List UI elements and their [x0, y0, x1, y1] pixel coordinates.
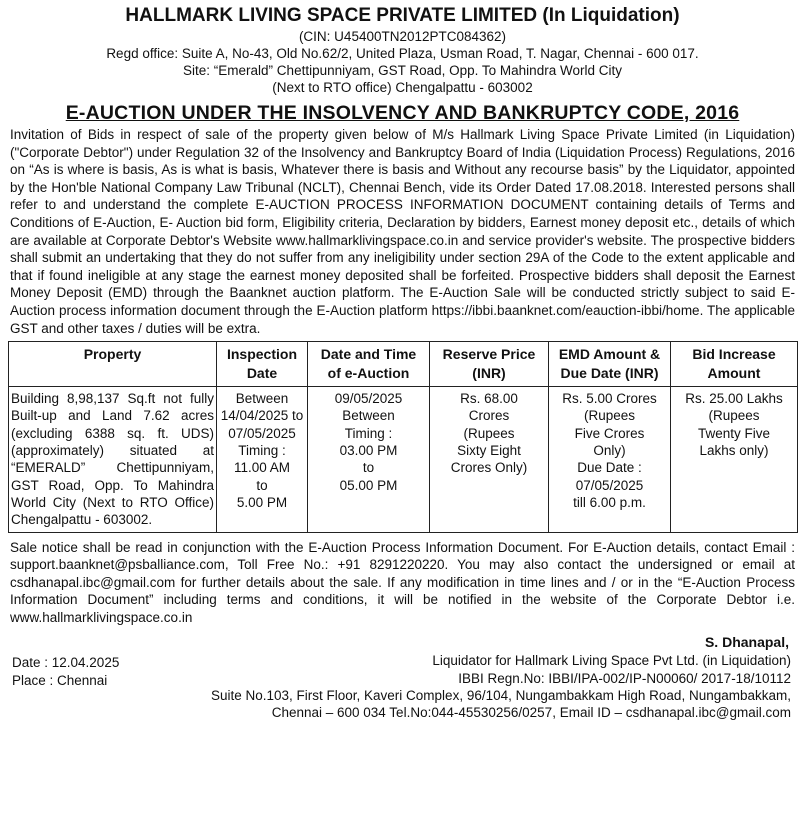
notice-title: E-AUCTION UNDER THE INSOLVENCY AND BANKRUPTCY CODE, 2016: [65, 102, 740, 124]
cell-inspection: Between 14/04/2025 to 07/05/2025 Timing : 11.00 AM to 5.00 PM: [217, 387, 308, 532]
notice-place: Place : Chennai: [12, 672, 108, 688]
header-reserve-price: Reserve Price (INR): [430, 342, 549, 387]
ibbi-registration: IBBI Regn.No: IBBI/IPA-002/IP-N00060/ 2017-18/10112: [458, 670, 791, 686]
cell-emd: Rs. 5.00 Crores (Rupees Five Crores Only) Due Date : 07/05/2025 till 6.00 p.m.: [549, 387, 671, 532]
header-property: Property: [9, 342, 217, 387]
date-place-block: [12, 654, 119, 689]
header-inspection-date: Inspection Date: [217, 342, 308, 387]
cin-line: (CIN: U45400TN2012PTC084362): [298, 29, 507, 44]
header-bid-increase: Bid Increase Amount: [671, 342, 798, 387]
notice-header: [8, 4, 797, 96]
notice-page: [0, 4, 805, 832]
intro-paragraph: Invitation of Bids in respect of sale of the property given below of M/s Hallmark Living Space Private Limited (in Liquidation) ("Corporate Debtor") under Regulation 32 of the Insolvency and Bankruptcy Board of India (Liquidation Process) Regulations, 2016 on “As is where is basis, As is what is basis, Whatever there is basis and Without any recourse basis” by the Liquidator, appointed by the Hon'ble National Company Law Tribunal (NCLT), Chennai Bench, vide its Order Dated 17.08.2018. Interested persons shall refer to and understand the complete E-AUCTION PROCESS INFORMATION DOCUMENT containing details of Terms and Conditions of E-Auction, E- Auction bid form, Eligibility criteria, Declaration by bidders, Earnest money deposit etc., details of which are available at Corporate Debtor's Website www.hallmarklivingspace.co.in and service provider's website. The prospective bidders shall submit an undertaking that they do not suffer from any ineligibility under section 29A of the Code to the extent applicable and that if found ineligible at any stage the earnest money deposited shall be forfeited. Prospective bidders shall deposit the Earnest Money Deposit (EMD) through the Baanknet auction platform. The E-Auction Sale will be conducted strictly subject to said E-Auction process information document through the E-Auction platform https://ibbi.baanknet.com/eauction-ibbi/home. The applicable GST and other taxes / duties will be extra.: [10, 127, 795, 336]
liquidator-details: [211, 652, 791, 721]
signature-block: [8, 634, 797, 746]
site-line: Site: “Emerald” Chettipunniyam, GST Road, Opp. To Mahindra World City: [183, 63, 622, 78]
header-auction-datetime: Date and Time of e-Auction: [308, 342, 430, 387]
liquidator-title: Liquidator for Hallmark Living Space Pvt Ltd. (in Liquidation): [432, 653, 791, 669]
cell-bid-increase: Rs. 25.00 Lakhs (Rupees Twenty Five Lakhs only): [671, 387, 798, 532]
table-header-row: [9, 342, 798, 387]
header-emd: EMD Amount & Due Date (INR): [549, 342, 671, 387]
regd-office-line: Regd office: Suite A, No-43, Old No.62/2, United Plaza, Usman Road, T. Nagar, Chennai - 600 017.: [106, 46, 699, 61]
site-line-2: (Next to RTO office) Chengalpattu - 603002: [272, 80, 533, 95]
liquidator-address: Suite No.103, First Floor, Kaveri Complex, 96/104, Nungambakkam High Road, Nungambakkam,: [210, 688, 791, 704]
cell-property: Building 8,98,137 Sq.ft not fully Built-up and Land 7.62 acres (excluding 6388 sq. ft. UDS) (approximately) situated at “EMERALD” Chettipunniyam, GST Road, Opp. To Mahindra World City (Next to RTO Office) Chengalpattu - 603002.: [9, 387, 217, 532]
auction-table: [8, 341, 798, 532]
liquidator-contact: Chennai – 600 034 Tel.No:044-45530256/0257, Email ID – csdhanapal.ibc@gmail.com: [271, 705, 791, 721]
notice-date: Date : 12.04.2025: [12, 655, 120, 671]
cell-reserve-price: Rs. 68.00 Crores (Rupees Sixty Eight Crores Only): [430, 387, 549, 532]
table-row: [9, 387, 798, 532]
sale-notice-paragraph: Sale notice shall be read in conjunction with the E-Auction Process Information Document. For E-Auction details, contact Email : support.baanknet@psballiance.com, Toll Free No.: +91 8291220220. You may also contact the undersigned or email at csdhanapal.ibc@gmail.com for further details about the sale. If any modification in time lines and / or in the “E-Auction Process Information Document” including terms and conditions, it will be notified in the website of the Corporate Debtor i.e. www.hallmarklivingspace.co.in: [10, 539, 795, 625]
cell-auction-datetime: 09/05/2025 Between Timing : 03.00 PM to 05.00 PM: [308, 387, 430, 532]
liquidator-name: S. Dhanapal,: [704, 634, 789, 651]
company-name: HALLMARK LIVING SPACE PRIVATE LIMITED (In Liquidation): [125, 5, 680, 26]
